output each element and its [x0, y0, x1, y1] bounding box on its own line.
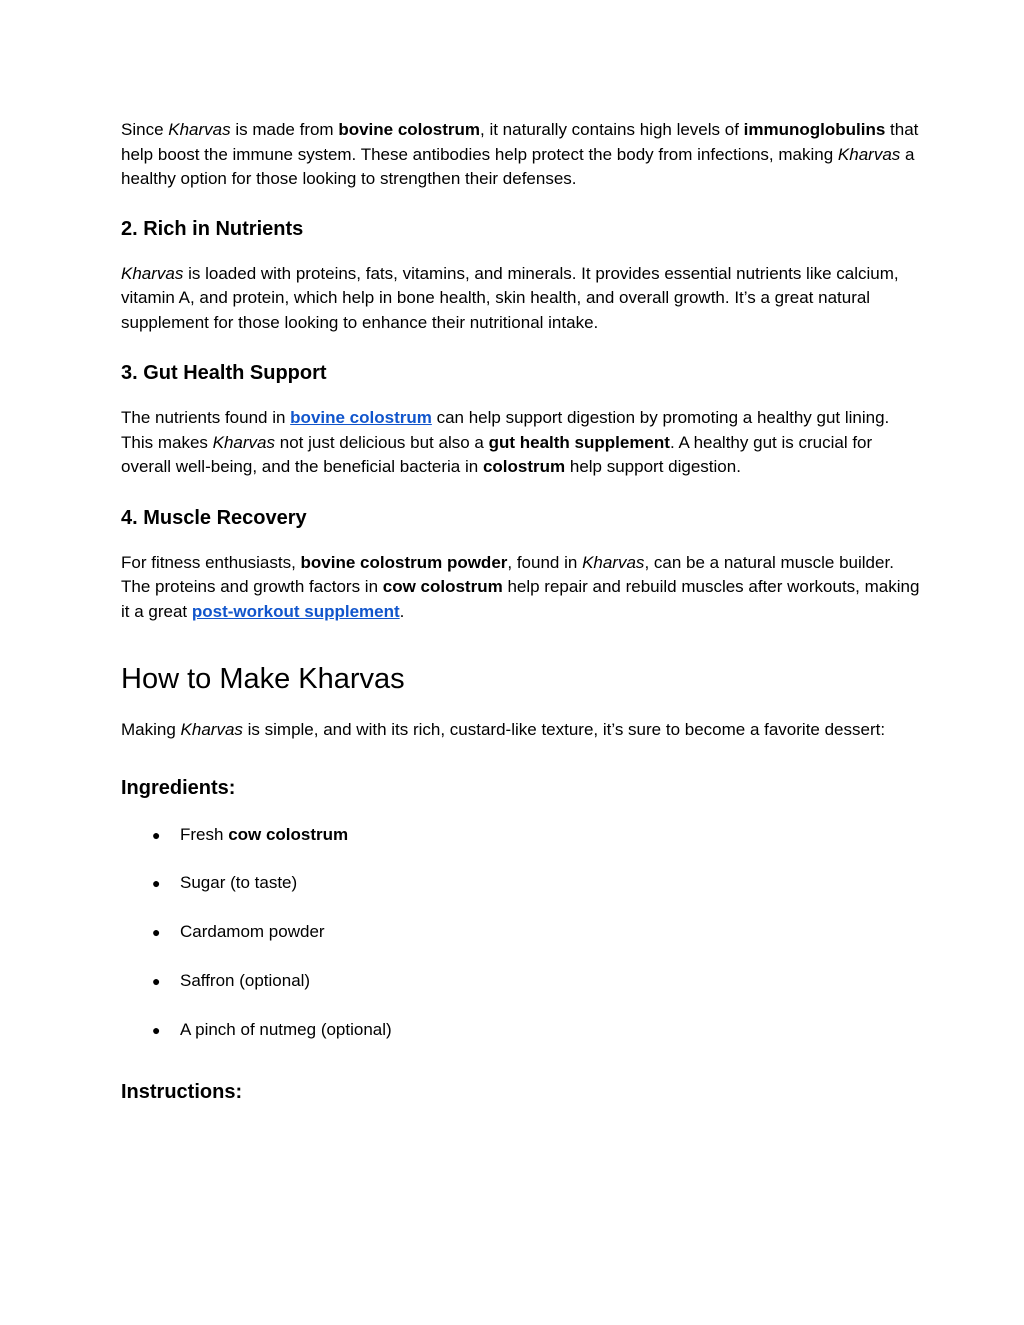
- list-item: ● Saffron (optional): [121, 969, 921, 993]
- heading-muscle-recovery: 4. Muscle Recovery: [121, 506, 307, 529]
- list-item: ● Fresh cow colostrum: [121, 823, 921, 847]
- heading-ingredients: Ingredients:: [121, 776, 236, 799]
- document-page: [121, 118, 921, 1104]
- heading-gut-health-support: 3. Gut Health Support: [121, 362, 327, 384]
- gut-health-paragraph: The nutrients found in bovine colostrum can help support digestion by promoting a healthy gut lining. This makes Kharvas not just delicious but also a gut health supplement. A healthy gut is crucial for overall well-being, and the beneficial bacteria in colostrum help support digestion.: [121, 408, 890, 476]
- bullet-icon: ●: [152, 924, 161, 940]
- ingredients-list: [121, 823, 921, 1042]
- how-to-paragraph: Making Kharvas is simple, and with its rich, custard-like texture, it’s sure to become a favorite dessert:: [121, 720, 886, 739]
- bullet-icon: ●: [152, 1021, 161, 1038]
- post-workout-supplement-link[interactable]: post-workout supplement: [191, 601, 400, 621]
- intro-paragraph: Since Kharvas is made from bovine colostrum, it naturally contains high levels of immunoglobulins that help boost the immune system. These antibodies help protect the body from infections, making Kharvas a healthy option for those looking to strengthen their defenses.: [121, 120, 919, 188]
- bovine-colostrum-link[interactable]: bovine colostrum: [290, 408, 432, 427]
- heading-rich-in-nutrients: 2. Rich in Nutrients: [121, 217, 304, 240]
- nutrients-paragraph: Kharvas is loaded with proteins, fats, vitamins, and minerals. It provides essential nutrients like calcium, vitamin A, and protein, which help in bone health, skin health, and overall growth. It’s a great natural supplement for those looking to enhance their nutritional intake.: [121, 263, 899, 332]
- heading-how-to-make-kharvas: How to Make Kharvas: [121, 663, 405, 695]
- bullet-icon: ●: [152, 972, 161, 989]
- bullet-icon: ●: [152, 875, 161, 892]
- muscle-recovery-paragraph: For fitness enthusiasts, bovine colostrum powder, found in Kharvas, can be a natural muscle builder. The proteins and growth factors in cow colostrum help repair and rebuild muscles after workouts, making it a great post-workout supplement.: [121, 552, 920, 621]
- bullet-icon: ●: [152, 826, 161, 843]
- list-item: ● A pinch of nutmeg (optional): [121, 1018, 921, 1042]
- list-item: ● Sugar (to taste): [121, 871, 921, 895]
- list-item: ● Cardamom powder: [121, 920, 921, 944]
- heading-instructions: Instructions:: [121, 1080, 243, 1103]
